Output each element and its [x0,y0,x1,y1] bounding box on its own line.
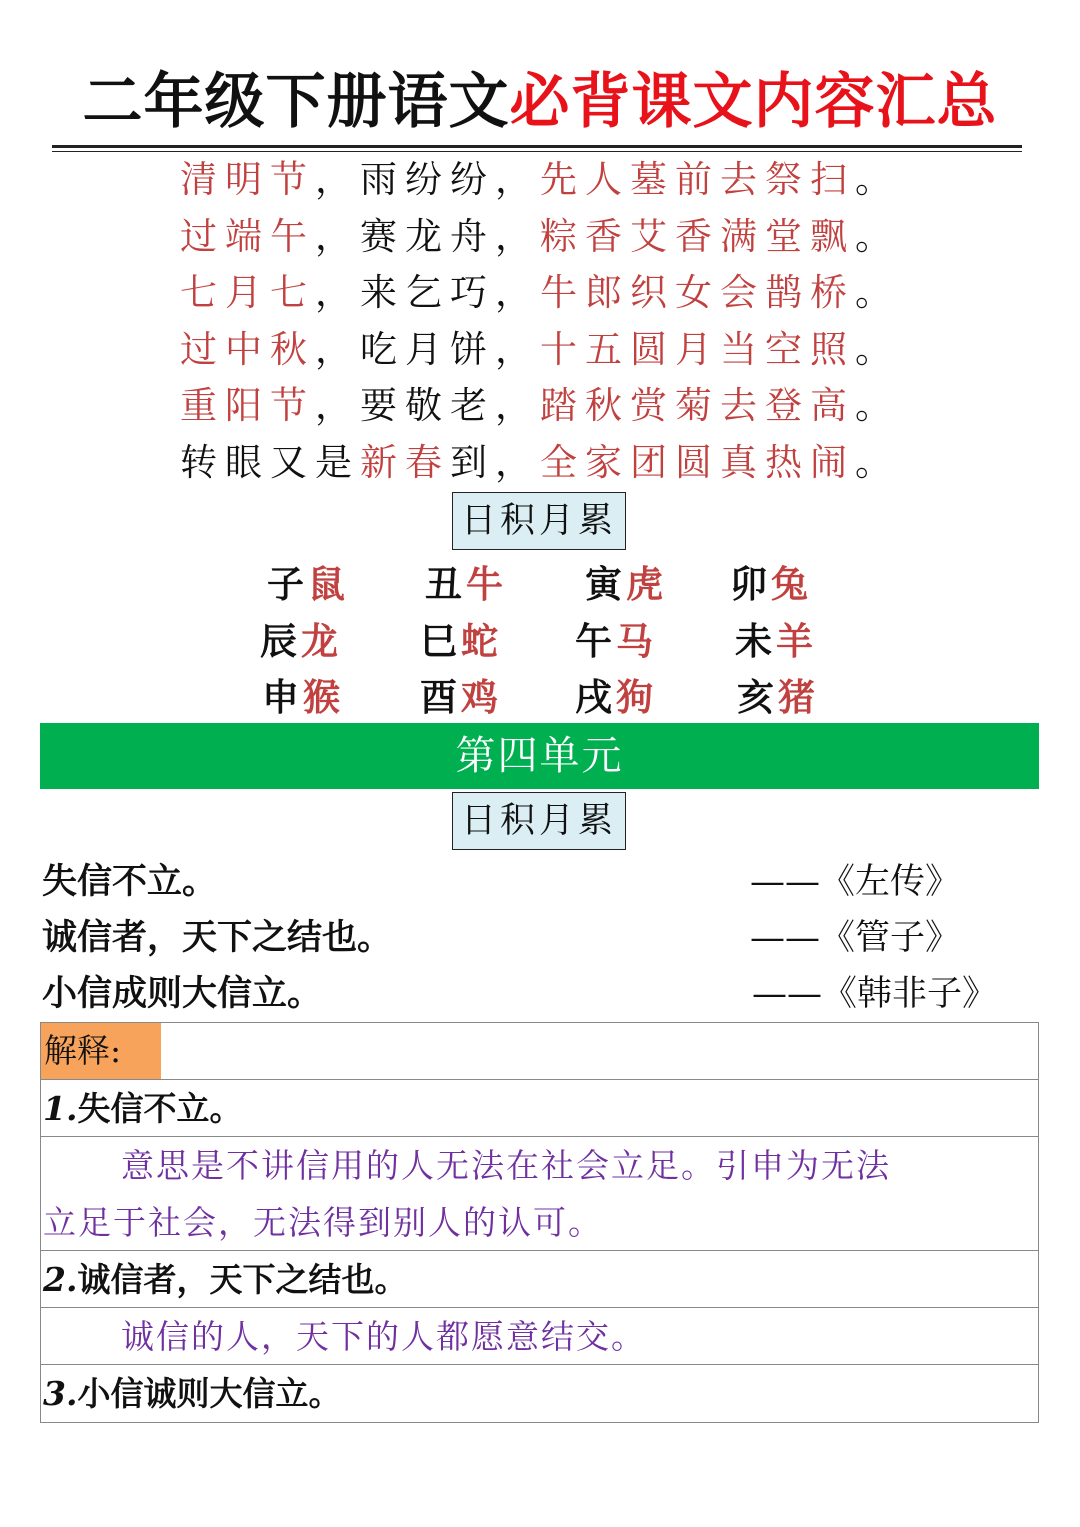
zodiac-animal: 猴 [303,675,344,719]
zodiac-branch: 巳 [420,618,461,663]
poem-red-end: 先人墓前去祭扫 [540,158,855,201]
zodiac-row [0,613,1080,670]
poem-red-start: 清明节 [180,158,315,201]
explanation-item-body [41,1308,1038,1365]
zodiac-cell [267,556,349,612]
zodiac-cell [262,669,344,725]
zodiac-cell [260,613,342,669]
poem-black-mid: ，赛龙舟， [315,214,540,258]
zodiac-animal: 猪 [778,675,819,719]
explanation-item-head [41,1365,1038,1422]
title-divider-thick [52,145,1022,148]
poem-period: 。 [855,158,900,201]
poem-line [180,322,940,379]
item-body-text-1: 意思是不讲信用的人无法在社会立足。引申为无法 [121,1146,891,1185]
zodiac-animal: 蛇 [461,618,502,663]
poem-line [180,265,940,322]
title-red-part: 必背课文内容汇总 [509,67,998,137]
quote-source: ——《管子》 [750,918,961,958]
poem-black-mid: ，来乞巧， [315,271,540,315]
zodiac-branch: 子 [267,562,308,606]
item-number: 2. [43,1260,78,1299]
zodiac-animal: 鸡 [461,675,502,719]
item-body-text-2: 立足于社会，无法得到别人的认可。 [43,1203,603,1242]
quote-row [42,854,1032,910]
item-number: 1. [43,1089,78,1128]
zodiac-branch: 午 [575,618,616,663]
zodiac-cell [737,669,819,725]
zodiac-row [0,556,1080,613]
zodiac-cell [575,613,657,669]
explanation-item-body [41,1137,1038,1251]
explanation-label: 解释: [41,1023,161,1079]
zodiac-cell [575,669,657,725]
zodiac-cell [420,613,502,669]
poem-period: 。 [855,271,900,315]
title-black-part: 二年级下册语文 [82,67,510,137]
zodiac-branch: 戌 [575,675,616,719]
zodiac-animal: 鼠 [308,562,349,606]
zodiac-grid [0,556,1080,726]
zodiac-animal: 羊 [776,618,817,663]
zodiac-animal: 虎 [626,562,667,606]
zodiac-branch: 未 [735,618,776,663]
zodiac-branch: 申 [262,675,303,719]
zodiac-animal: 龙 [301,618,342,663]
zodiac-cell [425,556,507,612]
zodiac-branch: 卯 [730,562,771,606]
quote-row [42,966,1032,1022]
poem-red-end: 十五圆月当空照 [540,327,855,371]
item-body-text-1: 诚信的人，天下的人都愿意结交。 [121,1317,646,1356]
poem-period: 。 [855,327,900,371]
zodiac-cell [730,556,812,612]
poem-red-a: 新春 [360,440,450,484]
page-title [0,62,1080,142]
zodiac-animal: 兔 [771,562,812,606]
quote-source: ——《左传》 [750,862,961,902]
explanation-item-head [41,1251,1038,1308]
zodiac-cell [585,556,667,612]
poem-red-start: 重阳节 [180,384,315,428]
item-body-line [43,1194,1034,1251]
festival-poem [180,152,940,492]
poem-red-start: 七月七 [180,271,315,315]
section-tag-daily-accumulation-2: 日积月累 [452,792,626,850]
zodiac-branch: 酉 [420,675,461,719]
zodiac-cell [420,669,502,725]
item-body-line [43,1308,1034,1365]
poem-period: 。 [855,384,900,428]
item-heading: 小信诚则大信立。 [77,1374,342,1413]
zodiac-row [0,669,1080,726]
explanation-table [40,1022,1039,1423]
explanation-item-head [41,1080,1038,1137]
zodiac-cell [735,613,817,669]
poem-red-end: 踏秋赏菊去登高 [540,384,855,428]
poem-black-a: 转眼又是 [180,440,360,484]
zodiac-animal: 牛 [466,562,507,606]
zodiac-branch: 寅 [585,562,626,606]
poem-period: 。 [855,214,900,258]
zodiac-branch: 丑 [425,562,466,606]
item-number: 3. [43,1374,78,1413]
explanation-label-row [41,1023,1038,1080]
zodiac-branch: 辰 [260,618,301,663]
poem-line [180,378,940,435]
item-heading: 诚信者，天下之结也。 [77,1260,408,1299]
zodiac-branch: 亥 [737,675,778,719]
quote-text: 失信不立。 [42,861,218,902]
unit-heading-bar: 第四单元 [40,723,1039,789]
quote-text: 诚信者，天下之结也。 [42,917,393,958]
item-heading: 失信不立。 [77,1089,243,1128]
poem-line-last [180,435,940,492]
quote-row [42,910,1032,966]
poem-red-start: 过中秋 [180,327,315,371]
quote-text: 小信成则大信立。 [42,973,323,1014]
poem-red-end: 牛郎织女会鹊桥 [540,271,855,315]
poem-black-mid: ，雨纷纷， [315,158,540,201]
poem-red-end: 粽香艾香满堂飘 [540,214,855,258]
quote-source: ——《韩非子》 [752,974,998,1014]
poem-black-mid: ，要敬老， [315,384,540,428]
poem-red-b: 全家团圆真热闹 [540,440,855,484]
poem-red-start: 过端午 [180,214,315,258]
zodiac-animal: 马 [616,618,657,663]
section-tag-daily-accumulation: 日积月累 [452,492,626,550]
poem-period: 。 [855,440,900,484]
zodiac-animal: 狗 [616,675,657,719]
poem-line [180,152,940,209]
poem-black-b: 到， [450,440,540,484]
poem-line [180,209,940,266]
poem-black-mid: ，吃月饼， [315,327,540,371]
item-body-line [43,1137,1034,1194]
